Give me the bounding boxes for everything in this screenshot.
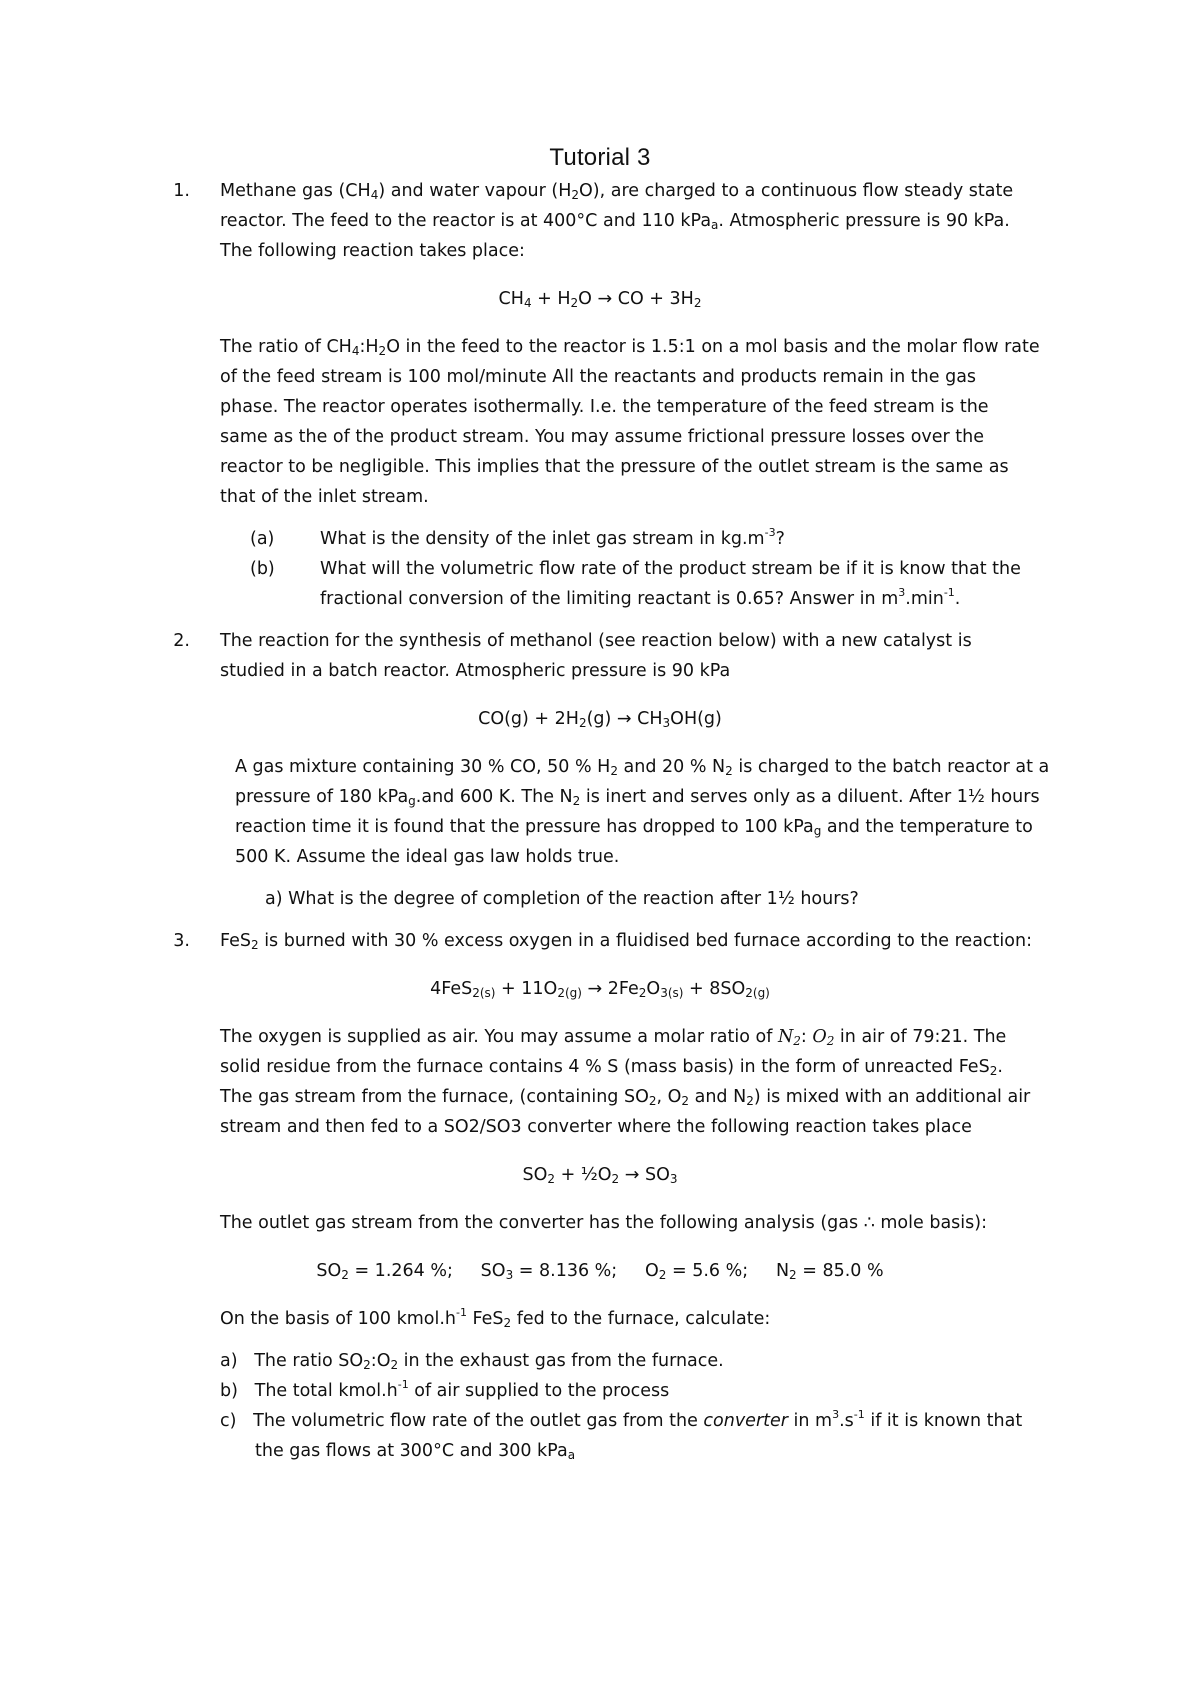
q3-line-6: The outlet gas stream from the converter has the following analysis (gas ∴ mole basis): (220, 1213, 987, 1233)
q3-b-text: b) The total $kmol.h^{-1}$ of air supplied to the process (220, 1378, 670, 1401)
q2-line-2: studied in a batch reactor. Atmospheric pressure is 90 kPa (220, 661, 731, 681)
q1-a-label: (a) (250, 529, 275, 549)
q3-line-3: solid residue from the furnace contains 4 % S (mass basis) in the form of unreacted FeS$_2$. (220, 1057, 1003, 1078)
q3-line-7: On the basis of 100 $kmol.h^{-1}$ FeS$_2$ fed to the furnace, calculate: (220, 1306, 771, 1330)
q1-line-7: same as the of the product stream. You may assume frictional pressure losses over the (220, 427, 985, 447)
page-title: Tutorial 3 (549, 144, 651, 171)
q2-line-5: reaction time it is found that the pressure has dropped to 100 kPa$_g$ and the temperature to (235, 817, 1033, 838)
q2-line-4: pressure of 180 kPa$_g$.and 600 K. The $N_2$ is inert and serves only as a diluent. After 1½ hours (235, 787, 1040, 808)
q3-c-text: c) The volumetric flow rate of the outlet gas from the converter in $m^3.s^{-1}$ if it is known that (220, 1408, 1023, 1431)
q2-a-text: a) What is the degree of completion of the reaction after 1½ hours? (265, 889, 859, 909)
q1-number: 1. (173, 181, 190, 201)
q1-line-5: of the feed stream is 100 mol/minute All the reactants and products remain in the gas (220, 367, 977, 387)
q1-b-label: (b) (250, 559, 275, 579)
q1-line-1: Methane gas $(CH_4)$ and water vapour $(H_2O)$, are charged to a continuous flow steady state (220, 181, 1014, 202)
q1-line-3: The following reaction takes place: (220, 241, 525, 261)
q3-line-1: FeS$_2$ is burned with 30 % excess oxygen in a fluidised bed furnace according to the reaction: (220, 931, 1032, 952)
q3-line-4: The gas stream from the furnace, (containing $SO_2$, $O_2$ and $N_2$) is mixed with an additional air (220, 1087, 1031, 1108)
q1-line-2: reactor. The feed to the reactor is at 400°C and 110 kPa$_a$. Atmospheric pressure is 90 kPa. (220, 211, 1010, 232)
q3-line-2: The oxygen is supplied as air. You may assume a molar ratio of $N_2$: $O_2$ in air of 79:21. The (220, 1027, 1007, 1048)
q3-c-text-2: the gas flows at 300°C and 300 kPa$_a$ (255, 1441, 576, 1462)
q1-line-9: that of the inlet stream. (220, 487, 429, 507)
q1-b-text-1: What will the volumetric flow rate of the product stream be if it is know that the (320, 559, 1021, 579)
q3-equation: $4FeS_{2(s)} + 11O_{2(g)} \to 2Fe_2O_{3(s)} + 8SO_{2(g)}$ (430, 979, 770, 1000)
q2-equation: $CO(g) + 2H_2(g) \to CH_3OH(g)$ (478, 709, 722, 730)
q1-line-8: reactor to be negligible. This implies that the pressure of the outlet stream is the same as (220, 457, 1009, 477)
q2-line-1: The reaction for the synthesis of methanol (see reaction below) with a new catalyst is (220, 631, 972, 651)
q1-a-text: What is the density of the inlet gas stream in $kg.m^{-3}$? (320, 526, 785, 549)
q2-number: 2. (173, 631, 190, 651)
q1-line-4: The ratio of $CH_4:H_2O$ in the feed to the reactor is 1.5:1 on a mol basis and the molar flow rate (220, 337, 1040, 358)
q3-line-5: stream and then fed to a SO2/SO3 converter where the following reaction takes place (220, 1117, 972, 1137)
q2-line-6: 500 K. Assume the ideal gas law holds true. (235, 847, 620, 867)
q1-b-text-2: fractional conversion of the limiting reactant is 0.65? Answer in $m^3.\min^{-1}$. (320, 586, 961, 609)
q3-a-text: a) The ratio $SO_2:O_2$ in the exhaust gas from the furnace. (220, 1351, 724, 1372)
q3-number: 3. (173, 931, 190, 951)
q1-line-6: phase. The reactor operates isothermally. I.e. the temperature of the feed stream is the (220, 397, 989, 417)
q3-gas-analysis: $SO_2 = 1.264$ %; $SO_3 = 8.136$ %; $O_2 = 5.6$ %; $N_2 = 85.0$ % (316, 1261, 884, 1282)
q2-line-3: A gas mixture containing 30 % CO, 50 % $H_2$ and 20 % $N_2$ is charged to the batch reactor at a (235, 757, 1050, 778)
q1-equation: $CH_4 + H_2O$ → CO + $3H_2$ (498, 289, 702, 310)
q3-equation-2: $SO_2$ + $\frac{1}{2}O_2 \to SO_3$ (522, 1165, 678, 1186)
